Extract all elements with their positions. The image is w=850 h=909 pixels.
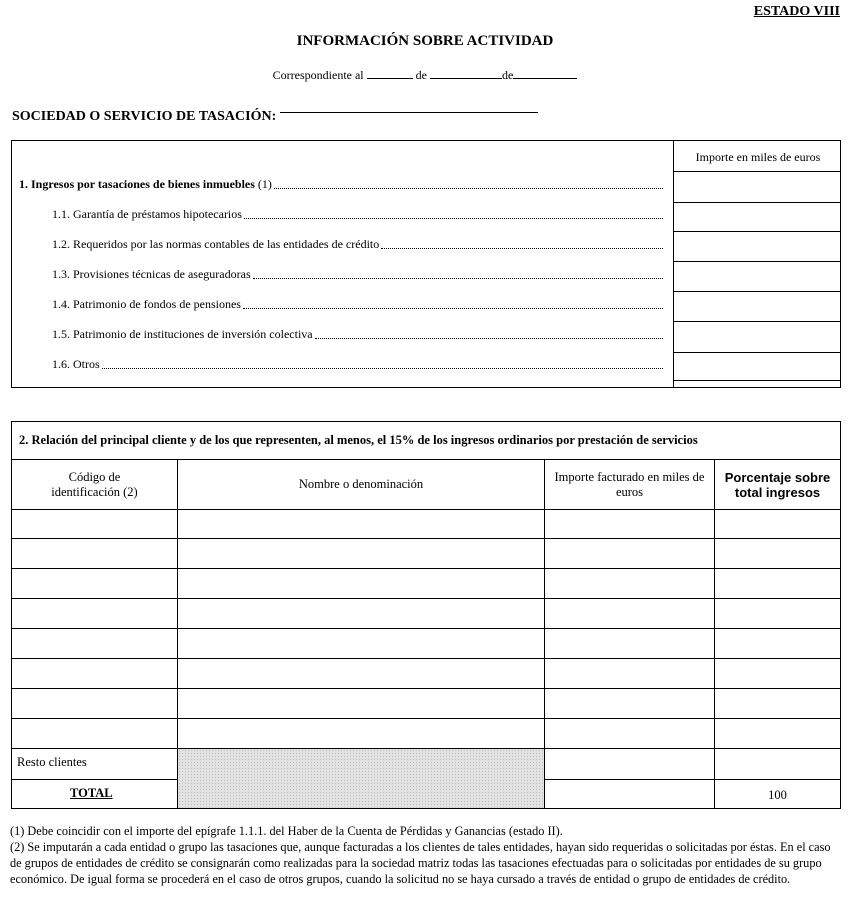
resto-clientes-label: Resto clientes	[17, 755, 87, 769]
main-item-label: 1. Ingresos por tasaciones de bienes inmuebles	[19, 177, 255, 191]
item-label: 1.6. Otros	[52, 357, 100, 371]
sociedad-label: SOCIEDAD O SERVICIO DE TASACIÓN:	[12, 109, 277, 124]
dot-leader	[253, 277, 663, 279]
section1-item	[52, 297, 663, 312]
dot-leader	[244, 217, 663, 219]
item-label: 1.1. Garantía de préstamos hipotecarios	[52, 207, 242, 221]
column-line	[714, 459, 715, 808]
section2-heading: 2. Relación del principal cliente y de los que representen, al menos, el 15% de los ingresos ordinarios por prestación de servicios	[19, 433, 698, 447]
section1-item	[52, 207, 663, 222]
column-line	[177, 459, 178, 808]
correspondiente-line	[0, 66, 850, 83]
total-label: TOTAL	[70, 786, 113, 800]
row-line	[12, 509, 840, 510]
row-line	[12, 718, 840, 719]
section1-item	[52, 267, 663, 282]
item-label: 1.4. Patrimonio de fondos de pensiones	[52, 297, 241, 311]
footnote-2: (2) Se imputarán a cada entidad o grupo las tasaciones que, aunque facturadas a los clientes de tales entidades, hayan sido requeridas o solicitadas por éstas. En el caso de grupos de entidades de crédito se consignarán como realizadas para la sociedad matriz todas las tasaciones efectuadas para o solicitadas por entidades de su grupo económico. De igual forma se procederá en el caso de otros grupos, cuando la solicitud no se haya cursado a través de entidad o grupo de entidades de crédito.	[10, 840, 831, 886]
estado-label: ESTADO VIII	[753, 4, 840, 19]
dot-leader	[102, 367, 663, 369]
row-line	[673, 231, 841, 232]
item-label: 1.2. Requeridos por las normas contables de las entidades de crédito	[52, 237, 380, 251]
row-line	[12, 658, 840, 659]
section1-column-separator	[673, 141, 674, 387]
row-line	[673, 261, 841, 262]
year-field[interactable]	[513, 66, 577, 79]
main-item-note: (1)	[254, 177, 272, 191]
row-line	[673, 352, 841, 353]
section1-item	[52, 357, 663, 372]
dot-leader	[381, 247, 663, 249]
month-field[interactable]	[430, 66, 502, 79]
row-line	[673, 321, 841, 322]
section1-main-item	[19, 177, 663, 192]
total-percent: 100	[768, 788, 787, 802]
row-line	[673, 291, 841, 292]
header-codigo: Código de identificación (2)	[51, 469, 138, 499]
section1-item	[52, 237, 663, 252]
item-label: 1.3. Provisiones técnicas de aseguradoras	[52, 267, 251, 281]
footnotes	[10, 823, 840, 887]
de-label-1: de	[415, 68, 427, 82]
row-line	[12, 688, 840, 689]
sociedad-line	[12, 109, 538, 125]
row-line	[673, 380, 841, 381]
header-nombre: Nombre o denominación	[298, 477, 424, 491]
row-line	[12, 568, 840, 569]
dot-leader	[274, 187, 663, 189]
row-line	[673, 171, 841, 172]
dot-leader	[315, 337, 663, 339]
row-line	[673, 202, 841, 203]
de-label-2: de	[501, 68, 514, 82]
section2-table	[11, 421, 841, 809]
page-title: INFORMACIÓN SOBRE ACTIVIDAD	[296, 33, 554, 49]
shaded-cell	[178, 749, 544, 808]
item-label: 1.5. Patrimonio de instituciones de inversión colectiva	[52, 327, 313, 341]
dot-leader	[243, 307, 663, 309]
row-line	[12, 628, 840, 629]
header-porcentaje: Porcentaje sobre total ingresos	[724, 469, 831, 500]
header-importe: Importe facturado en miles de euros	[554, 469, 705, 499]
row-line	[12, 538, 840, 539]
section1-item	[52, 327, 663, 342]
correspondiente-label: Correspondiente al	[272, 68, 364, 82]
sociedad-field[interactable]	[280, 112, 538, 113]
section1-table	[11, 140, 841, 388]
column-line	[544, 459, 545, 808]
day-field[interactable]	[367, 66, 413, 79]
footnote-1: (1) Debe coincidir con el importe del epígrafe 1.1.1. del Haber de la Cuenta de Pérdidas y Ganancias (estado II).	[10, 824, 563, 838]
importe-header: Importe en miles de euros	[695, 150, 821, 164]
row-line	[12, 598, 840, 599]
